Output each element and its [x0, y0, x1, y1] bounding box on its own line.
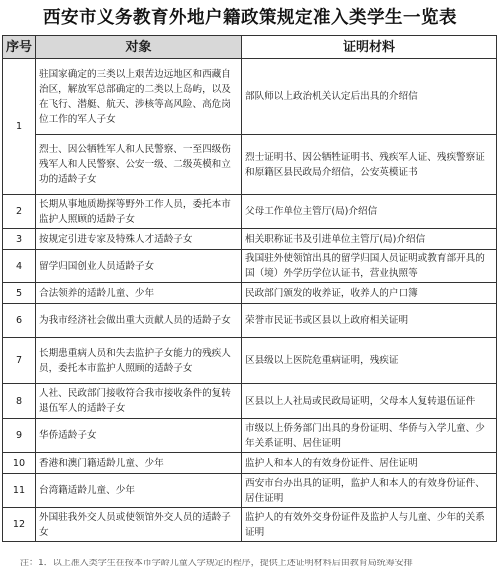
- row-target: 合法领养的适龄儿童、少年: [36, 283, 242, 304]
- row-target: 留学归国创业人员适龄子女: [36, 250, 242, 283]
- row-target: 按规定引进专家及特殊人才适龄子女: [36, 229, 242, 250]
- table-header-row: [3, 36, 497, 59]
- row-no: 8: [3, 384, 36, 419]
- row-no: 2: [3, 195, 36, 229]
- table-row: [3, 135, 497, 195]
- row-no: 3: [3, 229, 36, 250]
- row-target: 香港和澳门籍适龄儿童、少年: [36, 453, 242, 474]
- row-doc: 部队师以上政治机关认定后出具的介绍信: [242, 59, 497, 135]
- table-row: [3, 195, 497, 229]
- row-no: 12: [3, 508, 36, 542]
- policy-table: [2, 35, 497, 542]
- page-title: 西安市义务教育外地户籍政策规定准入类学生一览表: [43, 8, 457, 28]
- table-row: [3, 283, 497, 304]
- row-doc: 民政部门颁发的收养证，收养人的户口簿: [242, 283, 497, 304]
- row-doc: 荣誉市民证书或区县以上政府相关证明: [242, 304, 497, 338]
- header-doc: 证明材料: [242, 36, 497, 59]
- table-row: [3, 59, 497, 135]
- row-target: 华侨适龄子女: [36, 419, 242, 453]
- row-no: 5: [3, 283, 36, 304]
- row-target: 烈士、因公牺牲军人和人民警察、一至四级伤残军人和人民警察、公安一级、二级英模和立功的适龄子女: [36, 135, 242, 195]
- table-row: [3, 508, 497, 542]
- header-target: 对象: [36, 36, 242, 59]
- row-no: 9: [3, 419, 36, 453]
- row-no: 4: [3, 250, 36, 283]
- row-target: 长期从事地质勘探等野外工作人员，委托本市监护人照顾的适龄子女: [36, 195, 242, 229]
- row-target: 为我市经济社会做出重大贡献人员的适龄子女: [36, 304, 242, 338]
- row-doc: 相关职称证书及引进单位主管厅(局)介绍信: [242, 229, 497, 250]
- table-row: [3, 304, 497, 338]
- row-doc: 父母工作单位主管厅(局)介绍信: [242, 195, 497, 229]
- row-doc: 烈士证明书、因公牺牲证明书、残疾军人证、残疾警察证和原籍区县民政局介绍信，公安英模证书: [242, 135, 497, 195]
- table-row: [3, 384, 497, 419]
- footnote-cutoff: 注：1．以上准入类学生在按本市学龄儿童入学规定的程序，提供上述证明材料后由教育局统筹安排: [20, 559, 413, 568]
- header-no: 序号: [3, 36, 36, 59]
- row-no: 11: [3, 474, 36, 508]
- table-row: [3, 453, 497, 474]
- row-target: 驻国家确定的三类以上艰苦边远地区和西藏自治区，解放军总部确定的二类以上岛屿，以及在飞行、潜艇、航天、涉核等高风险、高危岗位工作的军人子女: [36, 59, 242, 135]
- row-doc: 我国驻外使领馆出具的留学归国人员证明或教育部开具的国（境）外学历学位认证书，营业执照等: [242, 250, 497, 283]
- row-doc: 监护人和本人的有效身份证件、居住证明: [242, 453, 497, 474]
- table-row: [3, 474, 497, 508]
- table-row: [3, 419, 497, 453]
- table-row: [3, 338, 497, 384]
- row-doc: 区县以上人社局或民政局证明，父母本人复转退伍证件: [242, 384, 497, 419]
- row-target: 长期患重病人员和失去监护子女能力的残疾人员，委托本市监护人照顾的适龄子女: [36, 338, 242, 384]
- row-doc: 监护人的有效外交身份证件及监护人与儿童、少年的关系证明: [242, 508, 497, 542]
- table-row: [3, 229, 497, 250]
- row-no: 1: [3, 59, 36, 195]
- row-target: 台湾籍适龄儿童、少年: [36, 474, 242, 508]
- row-target: 人社、民政部门接收符合我市接收条件的复转退伍军人的适龄子女: [36, 384, 242, 419]
- table-row: [3, 250, 497, 283]
- row-doc: 市级以上侨务部门出具的身份证明、华侨与入学儿童、少年关系证明、居住证明: [242, 419, 497, 453]
- row-no: 6: [3, 304, 36, 338]
- row-doc: 西安市台办出具的证明，监护人和本人的有效身份证件、居住证明: [242, 474, 497, 508]
- row-doc: 区县级以上医院危重病证明，残疾证: [242, 338, 497, 384]
- row-no: 10: [3, 453, 36, 474]
- row-no: 7: [3, 338, 36, 384]
- row-target: 外国驻我外交人员或使领馆外交人员的适龄子女: [36, 508, 242, 542]
